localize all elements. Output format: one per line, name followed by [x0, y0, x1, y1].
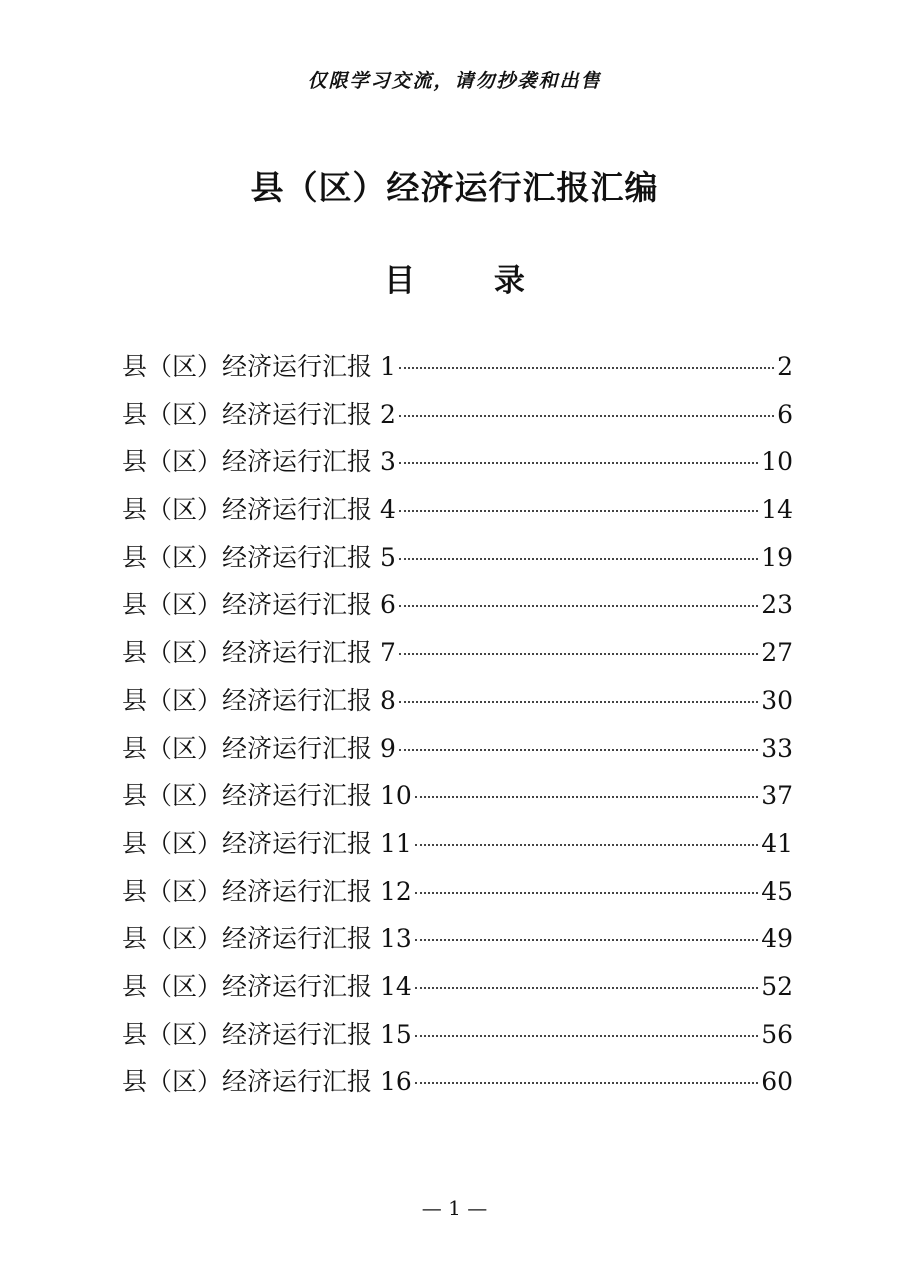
- dot-leader: [399, 367, 774, 369]
- toc-entry-page: 41: [761, 828, 793, 858]
- toc-entry-title: 县（区）经济运行汇报 7: [122, 638, 396, 668]
- dot-leader: [399, 749, 758, 751]
- dot-leader: [399, 462, 758, 464]
- toc-entry[interactable]: [122, 963, 793, 1011]
- dot-leader: [399, 558, 758, 560]
- toc-entry-page: 37: [761, 781, 793, 811]
- dot-leader: [399, 415, 774, 417]
- toc-entry[interactable]: [122, 772, 793, 820]
- table-of-contents: [122, 343, 793, 1106]
- toc-entry-page: 10: [761, 447, 793, 477]
- dot-leader: [399, 653, 758, 655]
- toc-entry-page: 45: [761, 876, 793, 906]
- toc-entry-title: 县（区）经济运行汇报 6: [122, 590, 396, 620]
- toc-entry-title: 县（区）经济运行汇报 10: [122, 781, 412, 811]
- toc-entry[interactable]: [122, 820, 793, 868]
- toc-entry[interactable]: [122, 1011, 793, 1059]
- toc-entry-title: 县（区）经济运行汇报 13: [122, 924, 412, 954]
- toc-entry-title: 县（区）经济运行汇报 16: [122, 1067, 412, 1097]
- header-notice: 仅限学习交流，请勿抄袭和出售: [307, 70, 602, 92]
- toc-entry-page: 33: [761, 733, 793, 763]
- toc-entry[interactable]: [122, 343, 793, 391]
- toc-entry[interactable]: [122, 438, 793, 486]
- toc-entry[interactable]: [122, 725, 793, 773]
- toc-entry[interactable]: [122, 1058, 793, 1106]
- toc-entry[interactable]: [122, 391, 793, 439]
- toc-entry-page: 14: [761, 495, 793, 525]
- toc-entry-title: 县（区）经济运行汇报 11: [122, 828, 412, 858]
- toc-entry[interactable]: [122, 868, 793, 916]
- toc-entry-title: 县（区）经济运行汇报 1: [122, 352, 396, 381]
- dot-leader: [399, 510, 758, 512]
- toc-entry-title: 县（区）经济运行汇报 3: [122, 447, 396, 477]
- dot-leader: [399, 701, 758, 703]
- toc-entry-title: 县（区）经济运行汇报 2: [122, 399, 396, 429]
- toc-entry[interactable]: [122, 486, 793, 534]
- toc-entry-page: 27: [761, 638, 793, 668]
- toc-entry-title: 县（区）经济运行汇报 8: [122, 685, 396, 715]
- toc-entry-page: 60: [761, 1067, 793, 1097]
- toc-entry[interactable]: [122, 629, 793, 677]
- toc-entry-page: 56: [761, 1019, 793, 1049]
- toc-entry-page: 52: [761, 971, 793, 1001]
- dot-leader: [415, 987, 758, 989]
- toc-entry-page: 49: [761, 924, 793, 954]
- dot-leader: [415, 1035, 758, 1037]
- toc-entry-page: 2: [777, 352, 793, 381]
- toc-entry-page: 6: [777, 399, 793, 429]
- toc-entry-page: 30: [761, 685, 793, 715]
- toc-entry-title: 县（区）经济运行汇报 12: [122, 876, 412, 906]
- toc-entry-title: 县（区）经济运行汇报 5: [122, 542, 396, 572]
- toc-entry-title: 县（区）经济运行汇报 15: [122, 1019, 412, 1049]
- toc-entry[interactable]: [122, 534, 793, 582]
- dot-leader: [415, 892, 758, 894]
- dot-leader: [415, 1082, 758, 1084]
- toc-entry-page: 23: [761, 590, 793, 620]
- toc-entry-title: 县（区）经济运行汇报 14: [122, 971, 412, 1001]
- dot-leader: [399, 605, 758, 607]
- page-number: — 1 —: [421, 1196, 488, 1220]
- toc-entry-title: 县（区）经济运行汇报 9: [122, 733, 396, 763]
- toc-entry[interactable]: [122, 581, 793, 629]
- toc-entry-title: 县（区）经济运行汇报 4: [122, 495, 396, 525]
- toc-heading: 目 录: [384, 263, 559, 299]
- document-title: 县（区）经济运行汇报汇编: [250, 168, 659, 207]
- dot-leader: [415, 796, 758, 798]
- toc-entry[interactable]: [122, 915, 793, 963]
- toc-entry[interactable]: [122, 677, 793, 725]
- toc-entry-page: 19: [761, 542, 793, 572]
- dot-leader: [415, 939, 758, 941]
- dot-leader: [415, 844, 758, 846]
